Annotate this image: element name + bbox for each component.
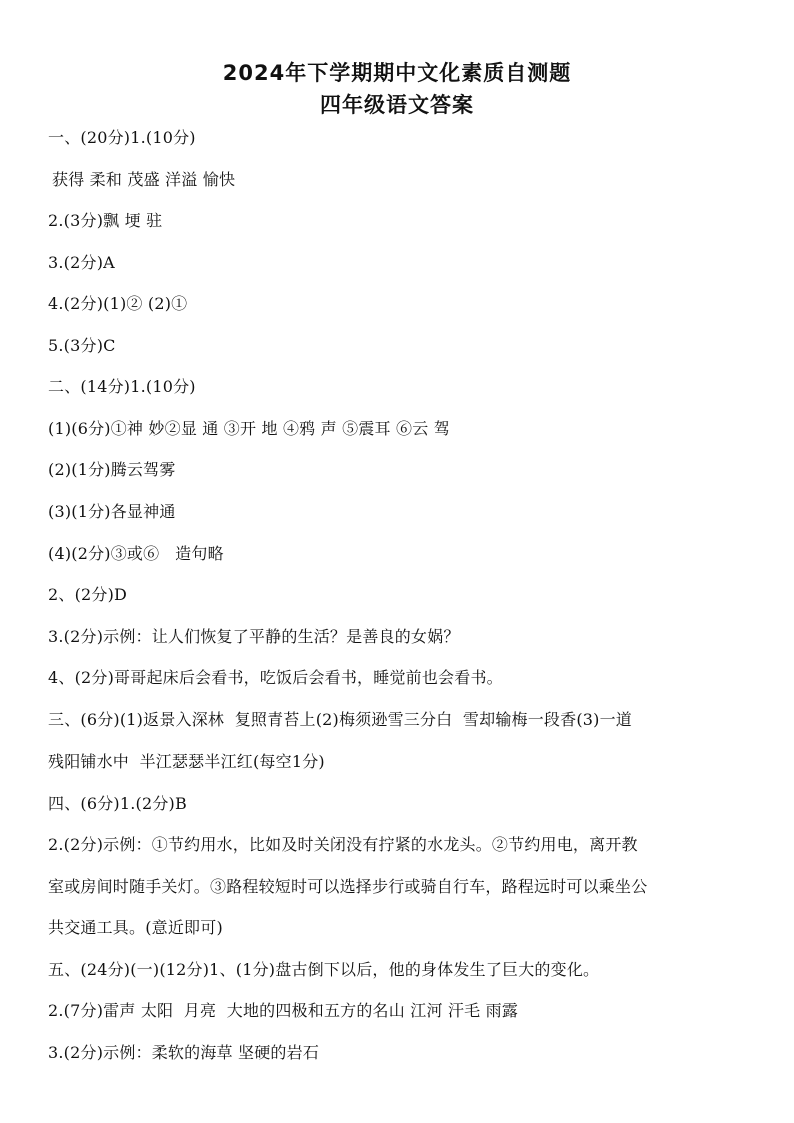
- answer-line: 4、(2分)哥哥起床后会看书，吃饭后会看书，睡觉前也会看书。: [48, 668, 503, 687]
- answer-line: 2.(2分)示例：①节约用水，比如及时关闭没有拧紧的水龙头。②节约用电，离开教: [48, 835, 638, 854]
- answer-line: 3.(2分)示例：让人们恢复了平静的生活？是善良的女娲？: [48, 627, 460, 646]
- answer-line: 三、(6分)(1)返景入深林 复照青苔上(2)梅须逊雪三分白 雪却输梅一段香(3)一道: [48, 710, 633, 729]
- answer-line: 获得 柔和 茂盛 洋溢 愉快: [52, 170, 236, 189]
- answer-line: (2)(1分)腾云驾雾: [48, 460, 176, 479]
- answer-line: (4)(2分)③或⑥ 造句略: [48, 544, 224, 563]
- answer-line: 二、(14分)1.(10分): [48, 377, 196, 396]
- answer-line: 3.(2分)A: [48, 253, 115, 272]
- answer-line: 残阳铺水中 半江瑟瑟半江红(每空1分): [48, 752, 325, 771]
- document-title: 2024年下学期期中文化素质自测题: [222, 61, 572, 85]
- answer-line: 五、(24分)(一)(12分)1、(1分)盘古倒下以后，他的身体发生了巨大的变化。: [48, 960, 600, 979]
- answer-line: 一、(20分)1.(10分): [48, 128, 196, 147]
- answer-line: 室或房间时随手关灯。③路程较短时可以选择步行或骑自行车，路程远时可以乘坐公: [48, 877, 648, 896]
- answer-line: 2.(3分)飘 埂 驻: [48, 211, 163, 230]
- answer-line: 2.(7分)雷声 太阳 月亮 大地的四极和五方的名山 江河 汗毛 雨露: [48, 1001, 519, 1020]
- answer-line: (1)(6分)①神 妙②显 通 ③开 地 ④鸦 声 ⑤震耳 ⑥云 驾: [48, 419, 450, 438]
- answer-line: 3.(2分)示例：柔软的海草 坚硬的岩石: [48, 1043, 320, 1062]
- answer-line: 四、(6分)1.(2分)B: [48, 794, 187, 813]
- answer-line: 2、(2分)D: [48, 585, 128, 604]
- answer-line: 共交通工具。(意近即可): [48, 918, 223, 937]
- answer-line: 4.(2分)(1)② (2)①: [48, 294, 188, 313]
- document-subtitle: 四年级语文答案: [320, 93, 474, 117]
- answer-line: (3)(1分)各显神通: [48, 502, 176, 521]
- answer-line: 5.(3分)C: [48, 336, 116, 355]
